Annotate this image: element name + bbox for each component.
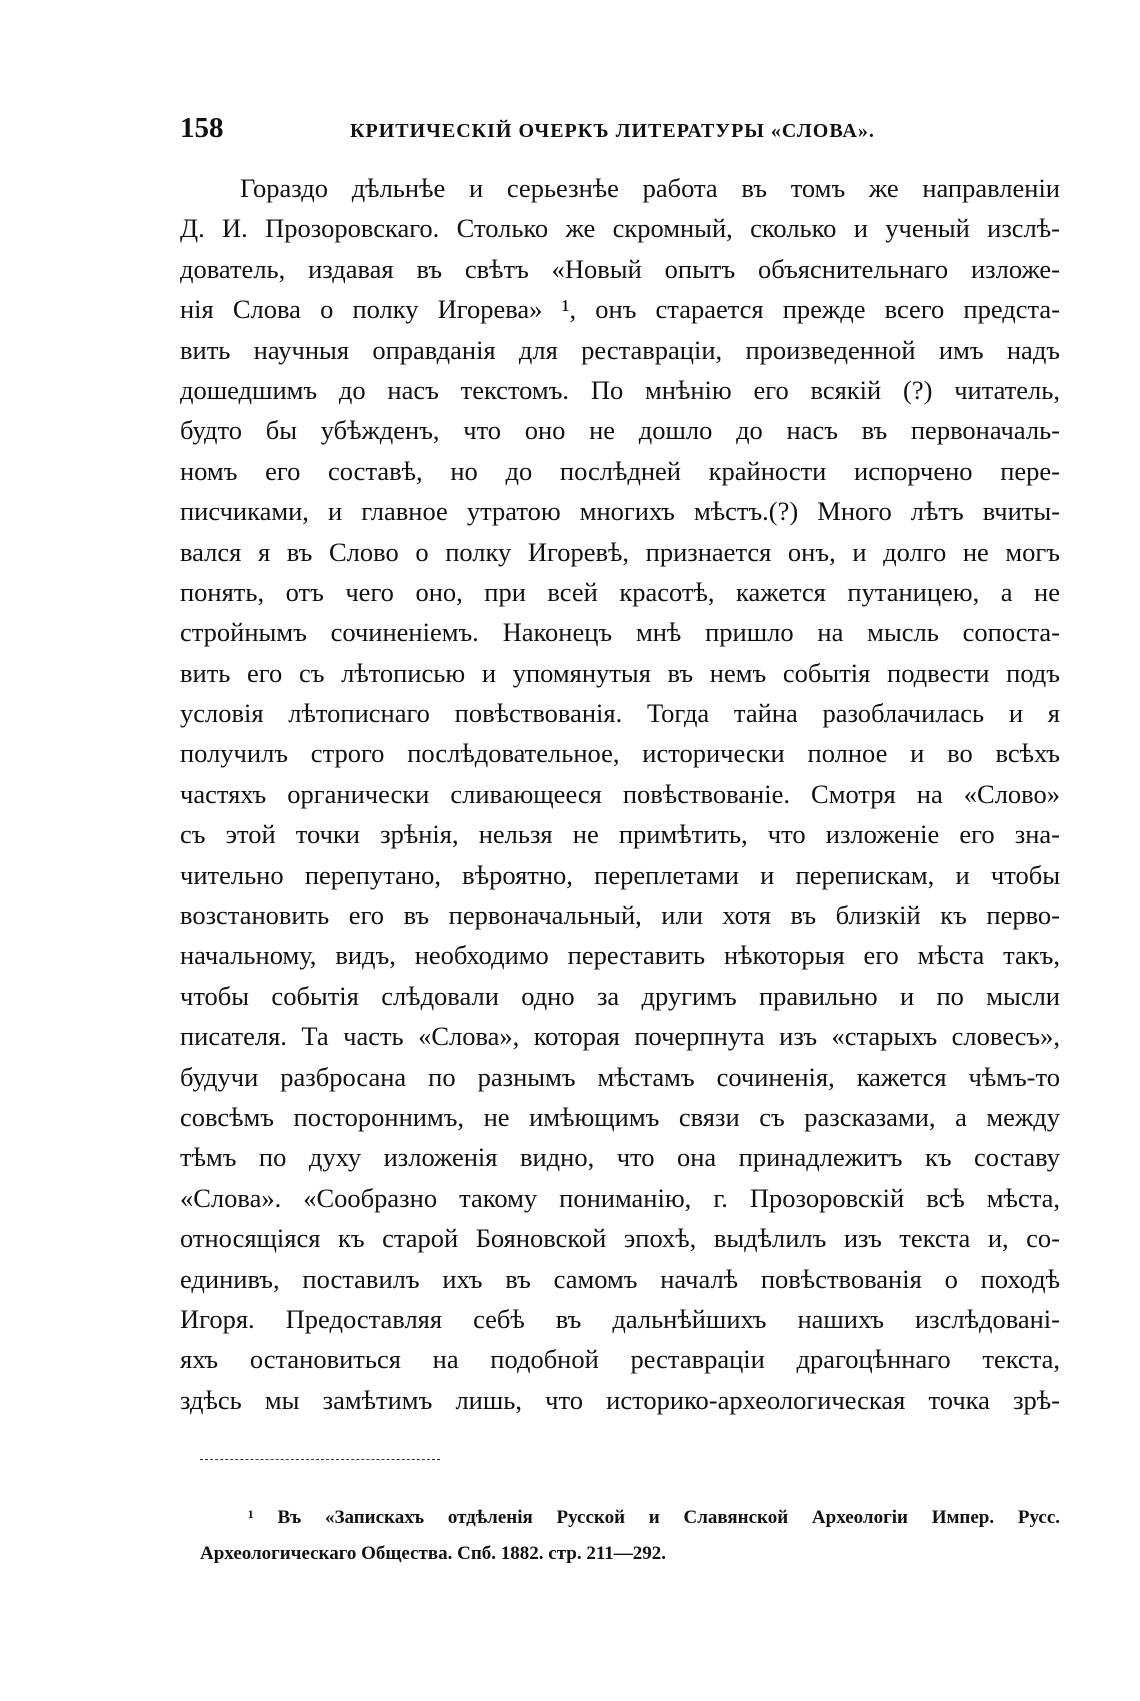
text-line: «Слова». «Сообразно такому пониманію, г. Прозоровскій всѣ мѣста, (180, 1182, 1060, 1213)
text-line: получилъ строго послѣдовательное, исторически полное и во всѣхъ (180, 738, 1060, 769)
text-line: писчиками, и главное утратою многихъ мѣстъ.(?) Много лѣтъ вчиты- (180, 496, 1060, 527)
body-text (180, 168, 1060, 1420)
text-line: номъ его составѣ, но до послѣдней крайности испорчено пере- (180, 455, 1060, 486)
text-line: будучи разбросана по разнымъ мѣстамъ сочиненія, кажется чѣмъ-то (180, 1061, 1060, 1092)
text-line: чительно перепутано, вѣроятно, переплетами и перепискам, и чтобы (180, 859, 1060, 890)
footnote-separator (200, 1459, 440, 1460)
page-header (180, 112, 1060, 152)
text-line: дователь, издавая въ свѣтъ «Новый опытъ объяснительнаго изложе- (180, 253, 1060, 284)
text-line: Гораздо дѣльнѣе и серьезнѣе работа въ томъ же направленіи (240, 173, 1060, 203)
text-line: единивъ, поставилъ ихъ въ самомъ началѣ повѣствованія о походѣ (180, 1263, 1060, 1294)
text-line: вить научныя оправданія для реставраціи, произведенной имъ надъ (180, 334, 1060, 365)
text-line: относящіяся къ старой Бояновской эпохѣ, выдѣлилъ изъ текста и, со- (180, 1223, 1060, 1254)
text-line: начальному, видъ, необходимо переставить нѣкоторыя его мѣста такъ, (180, 940, 1060, 971)
text-line: съ этой точки зрѣнія, нельзя не примѣтить, что изложеніе его зна- (180, 819, 1060, 850)
page-number: 158 (180, 112, 224, 144)
text-line: нія Слова о полку Игорева» ¹, онъ старается прежде всего предста- (180, 294, 1060, 325)
text-line: здѣсь мы замѣтимъ лишь, что историко-археологическая точка зрѣ- (180, 1384, 1060, 1415)
text-line: Д. И. Прозоровскаго. Столько же скромный, сколько и ученый изслѣ- (180, 213, 1060, 244)
text-line: писателя. Та часть «Слова», которая почерпнута изъ «старыхъ словесъ», (180, 1021, 1060, 1052)
text-line: совсѣмъ постороннимъ, не имѣющимъ связи съ разсказами, а между (180, 1101, 1060, 1132)
text-line: будто бы убѣжденъ, что оно не дошло до насъ въ первоначаль- (180, 415, 1060, 446)
text-line: вался я въ Слово о полку Игоревѣ, признается онъ, и долго не могъ (180, 536, 1060, 567)
text-line: дошедшимъ до насъ текстомъ. По мнѣнію его всякій (?) читатель, (180, 374, 1060, 405)
footnote-line: ¹ Въ «Запискахъ отдѣленія Русской и Славянской Археологіи Импер. Русс. (248, 1507, 1060, 1528)
text-line: стройнымъ сочиненіемъ. Наконецъ мнѣ пришло на мысль сопоста- (180, 617, 1060, 648)
running-title: КРИТИЧЕСКІЙ ОЧЕРКЪ ЛИТЕРАТУРЫ «СЛОВА». (350, 120, 875, 142)
footnote-line: Археологическаго Общества. Спб. 1882. стр. 211—292. (200, 1543, 667, 1564)
text-line: вить его съ лѣтописью и упомянутыя въ немъ событія подвести подъ (180, 657, 1060, 688)
text-line: условія лѣтописнаго повѣствованія. Тогда тайна разоблачилась и я (180, 698, 1060, 729)
text-line: понять, отъ чего оно, при всей красотѣ, кажется путаницею, а не (180, 576, 1060, 607)
text-line: чтобы событія слѣдовали одно за другимъ правильно и по мысли (180, 980, 1060, 1011)
text-line: Игоря. Предоставляя себѣ въ дальнѣйшихъ нашихъ изслѣдованi- (180, 1303, 1060, 1334)
text-line: частяхъ органически сливающееся повѣствованіе. Смотря на «Слово» (180, 778, 1060, 809)
text-line: яхъ остановиться на подобной реставраціи драгоцѣннаго текста, (180, 1344, 1060, 1375)
text-line: тѣмъ по духу изложенія видно, что она принадлежитъ къ составу (180, 1142, 1060, 1173)
text-line: возстановить его въ первоначальный, или хотя въ близкій къ перво- (180, 900, 1060, 931)
footnotes (200, 1500, 1060, 1572)
